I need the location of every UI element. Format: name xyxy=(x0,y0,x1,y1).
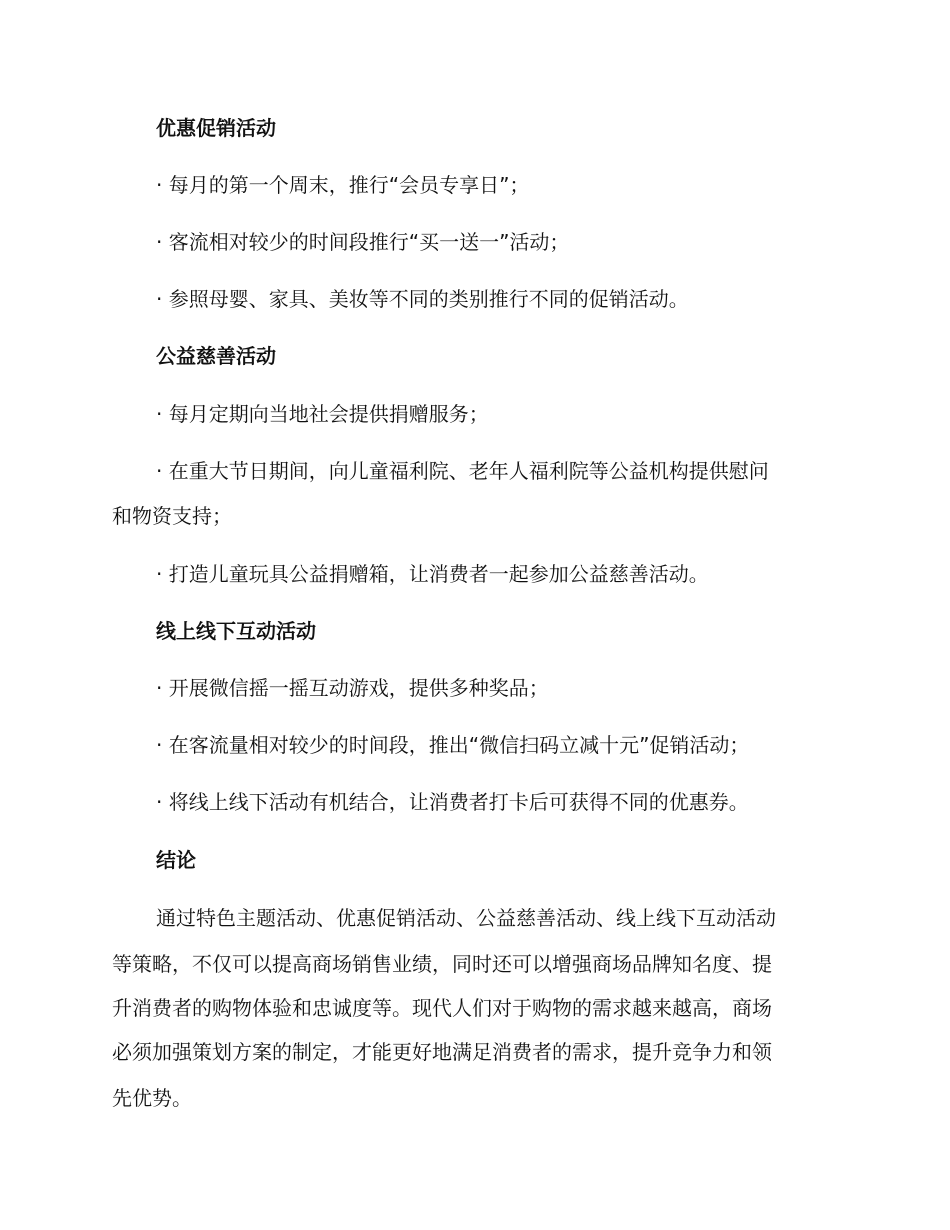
section-heading-conclusion: 结论 xyxy=(156,848,196,872)
conclusion-paragraph-line: 等策略，不仅可以提高商场销售业绩，同时还可以增强商场品牌知名度、提 xyxy=(112,952,772,976)
bullet-item: · 参照母婴、家具、美妆等不同的类别推行不同的促销活动。 xyxy=(156,287,689,311)
conclusion-paragraph-line: 通过特色主题活动、优惠促销活动、公益慈善活动、线上线下互动活动 xyxy=(156,906,776,930)
section-heading-charity: 公益慈善活动 xyxy=(156,344,276,368)
bullet-item: · 每月定期向当地社会提供捐赠服务； xyxy=(156,402,489,426)
section-heading-promotions: 优惠促销活动 xyxy=(156,116,276,140)
bullet-item: · 每月的第一个周末，推行“会员专享日”； xyxy=(156,173,530,197)
bullet-item: · 客流相对较少的时间段推行“买一送一”活动； xyxy=(156,230,570,254)
bullet-item: · 开展微信摇一摇互动游戏，提供多种奖品； xyxy=(156,676,549,700)
section-heading-online-offline: 线上线下互动活动 xyxy=(156,619,316,643)
bullet-item: · 打造儿童玩具公益捐赠箱，让消费者一起参加公益慈善活动。 xyxy=(156,562,709,586)
bullet-item: · 将线上线下活动有机结合，让消费者打卡后可获得不同的优惠券。 xyxy=(156,790,749,814)
bullet-item: · 在客流量相对较少的时间段，推出“微信扫码立减十元”促销活动； xyxy=(156,733,750,757)
conclusion-paragraph-line: 升消费者的购物体验和忠诚度等。现代人们对于购物的需求越来越高，商场 xyxy=(112,996,772,1020)
conclusion-paragraph-line: 必须加强策划方案的制定，才能更好地满足消费者的需求，提升竞争力和领 xyxy=(112,1040,772,1064)
bullet-item: · 在重大节日期间，向儿童福利院、老年人福利院等公益机构提供慰问 xyxy=(156,459,769,483)
bullet-item-continuation: 和物资支持； xyxy=(112,504,232,528)
conclusion-paragraph-line: 先优势。 xyxy=(112,1086,192,1110)
